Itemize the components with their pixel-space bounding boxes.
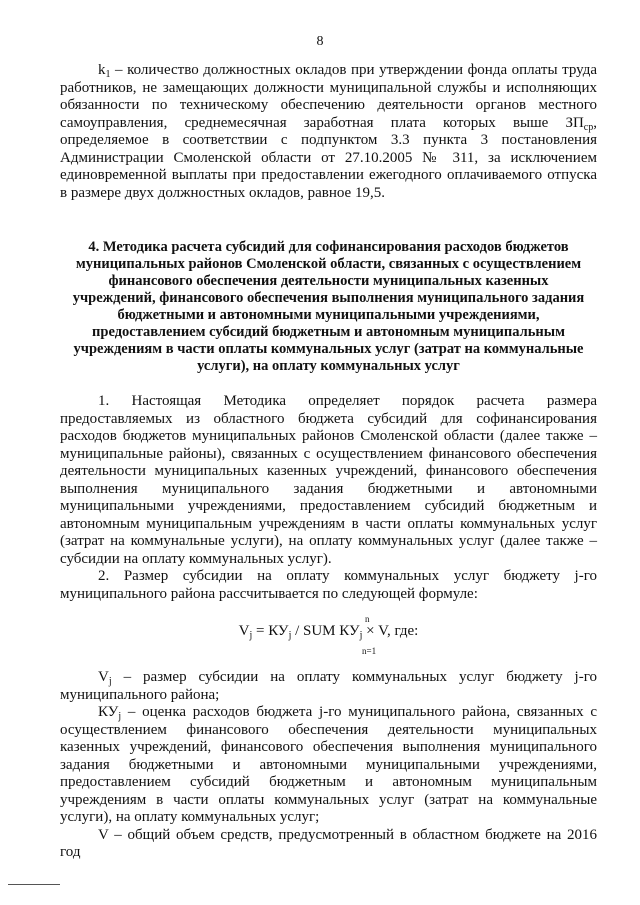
formula-j-1: j: [249, 630, 253, 641]
formula-eq-ku: = КУ: [252, 623, 289, 639]
formula-v: V: [238, 623, 250, 639]
zp-subscript: ср: [583, 121, 594, 133]
section-heading: 4. Методика расчета субсидий для софинансирования расходов бюджетов муниципальных районов Смоленской области, связанных с осуществлением финансового обеспечения деятельности муниципальных казенных учреждений, финансового обеспечения выполнения муниципального задания бюджетными и автономными муниципальными учреждениями, предоставлением субсидий бюджетным и автономным муниципальным учреждениям в части оплаты коммунальных услуг (затрат на коммунальные услуги), на оплату коммунальных услуг: [72, 239, 585, 374]
intro-text-1: – количество должностных окладов при утверждении фонда оплаты труда работников, не замещающих должности муниципальной службы и исполняющих обязанности по техническому обеспечению деятельности органов местного самоуправления, среднемесячная заработная плата которых выше ЗП: [60, 62, 597, 131]
vj-symbol: V: [98, 669, 109, 685]
definition-total-v: V – общий объем средств, предусмотренный в областном бюджете на 2016 год: [60, 826, 597, 860]
paragraph-2: 2. Размер субсидии на оплату коммунальных услуг бюджету j-го муниципального района рассчитывается по следующей формуле:: [60, 568, 597, 602]
definition-vj: [60, 669, 597, 704]
formula-top-index: n: [365, 614, 370, 624]
formula: [60, 611, 597, 659]
vj-subscript: j: [108, 676, 112, 687]
kuj-subscript: j: [118, 711, 122, 722]
formula-tail: × V, где:: [362, 623, 419, 639]
document-body: [60, 62, 597, 862]
formula-bottom-index: n=1: [362, 646, 377, 656]
formula-j-2: j: [288, 630, 292, 641]
formula-j-3: j: [359, 630, 363, 641]
formula-sum: / SUM КУ: [291, 623, 360, 639]
formula-main: [60, 623, 597, 641]
kuj-symbol: КУ: [98, 704, 119, 720]
k-symbol: k: [98, 62, 106, 78]
kuj-text: – оценка расходов бюджета j-го муниципального района, связанных с осуществлением финансового обеспечения деятельности муниципальных казенных учреждений, финансового обеспечения выполнения муниципального задания бюджетными и автономными муниципальными учреждениями, предоставлением субсидий бюджетным и автономным муниципальным учреждениям в части оплаты коммунальных услуг (затрат на коммунальные услуги), на оплату коммунальных услуг;: [60, 704, 597, 825]
vj-text: – размер субсидии на оплату коммунальных услуг бюджету j-го муниципального района;: [60, 669, 597, 703]
k-subscript: 1: [105, 69, 111, 80]
paragraph-1: 1. Настоящая Методика определяет порядок расчета размера предоставляемых из областного бюджета субсидий для софинансирования расходов бюджетов муниципальных районов Смоленской области (далее также – муниципальные районы), связанных с осуществлением финансового обеспечения деятельности муниципальных казенных учреждений, финансового обеспечения выполнения муниципального задания бюджетными и автономными муниципальными учреждениями, предоставлением субсидий бюджетным и автономным муниципальным учреждениям в части оплаты коммунальных услуг (затрат на коммунальные услуги), на оплату коммунальных услуг (далее также – субсидии на оплату коммунальных услуг).: [60, 393, 597, 567]
footnote-divider: [8, 884, 60, 885]
intro-paragraph: [60, 62, 597, 202]
page-number: 8: [316, 34, 324, 49]
intro-text-2: , определяемое в соответствии с подпунктом 3.3 пункта 3 постановления Администрации Смоленской области от 27.10.2005 № 311, за исключением единовременной выплаты при предоставлении ежегодного оплачиваемого отпуска в размере двух должностных окладов, равное 19,5.: [60, 114, 597, 201]
definition-kuj: [60, 704, 597, 827]
